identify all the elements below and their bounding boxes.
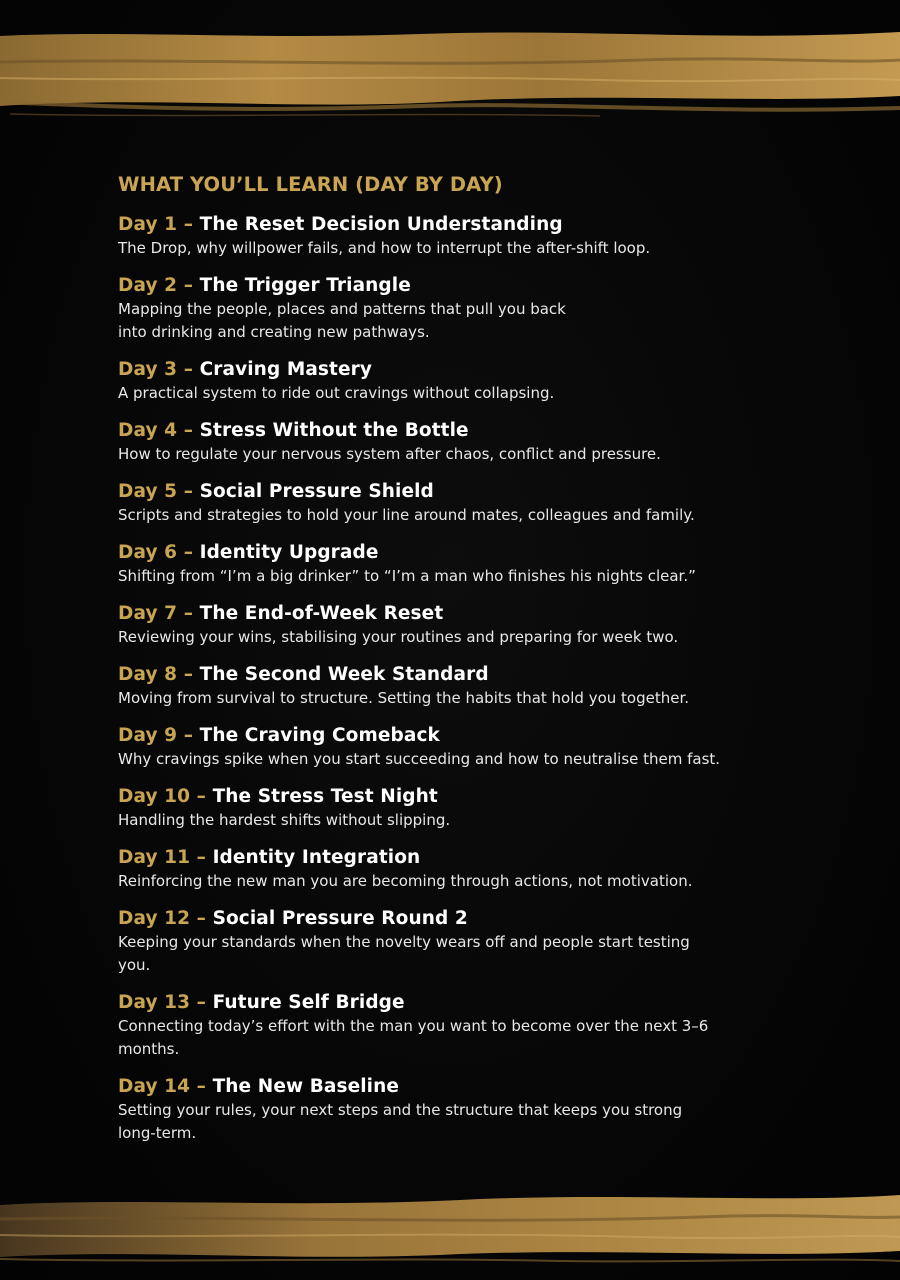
day-description-line: long-term. bbox=[118, 1124, 197, 1142]
day-number: Day 9 bbox=[118, 725, 178, 746]
day-item bbox=[118, 480, 808, 527]
day-separator: – bbox=[177, 725, 200, 746]
day-number: Day 13 bbox=[118, 992, 191, 1013]
day-number: Day 6 bbox=[118, 542, 178, 563]
day-list bbox=[118, 213, 808, 1145]
day-number: Day 2 bbox=[118, 275, 178, 296]
day-description-line: Moving from survival to structure. Setting the habits that hold you together. bbox=[118, 689, 690, 707]
day-separator: – bbox=[177, 359, 200, 380]
section-heading: WHAT YOU’LL LEARN (DAY BY DAY) bbox=[118, 173, 503, 196]
gold-brush-stroke-top bbox=[0, 22, 900, 118]
day-title bbox=[118, 358, 808, 382]
day-title-text: Identity Integration bbox=[212, 847, 421, 868]
day-title bbox=[118, 274, 808, 298]
day-title bbox=[118, 663, 808, 687]
day-description-line: How to regulate your nervous system after chaos, conflict and pressure. bbox=[118, 445, 661, 463]
day-item bbox=[118, 602, 808, 649]
day-separator: – bbox=[177, 481, 200, 502]
day-description-line: months. bbox=[118, 1040, 180, 1058]
day-separator: – bbox=[177, 664, 200, 685]
day-description-line: Shifting from “I’m a big drinker” to “I’m a man who finishes his nights clear.” bbox=[118, 567, 696, 585]
day-item bbox=[118, 724, 808, 771]
day-item bbox=[118, 274, 808, 344]
day-separator: – bbox=[190, 1076, 213, 1097]
day-separator: – bbox=[190, 992, 213, 1013]
day-title-text: The New Baseline bbox=[212, 1076, 400, 1097]
day-separator: – bbox=[177, 603, 200, 624]
day-title-text: Social Pressure Round 2 bbox=[212, 908, 468, 929]
day-title-text: Stress Without the Bottle bbox=[199, 420, 469, 441]
day-number: Day 8 bbox=[118, 664, 178, 685]
day-description-line: Connecting today’s effort with the man you want to become over the next 3–6 bbox=[118, 1017, 709, 1035]
day-separator: – bbox=[177, 214, 200, 235]
day-title-text: The Stress Test Night bbox=[212, 786, 438, 807]
day-separator: – bbox=[190, 786, 213, 807]
day-title bbox=[118, 846, 808, 870]
day-description-line: Scripts and strategies to hold your line around mates, colleagues and family. bbox=[118, 506, 695, 524]
day-separator: – bbox=[190, 908, 213, 929]
day-title-text: Future Self Bridge bbox=[212, 992, 405, 1013]
day-description-line: Keeping your standards when the novelty wears off and people start testing bbox=[118, 933, 690, 951]
gold-brush-stroke-bottom bbox=[0, 1185, 900, 1265]
day-title-text: The Trigger Triangle bbox=[199, 275, 411, 296]
learning-schedule bbox=[118, 171, 808, 1159]
day-description-line: A practical system to ride out cravings without collapsing. bbox=[118, 384, 555, 402]
day-item bbox=[118, 846, 808, 893]
day-title-text: Social Pressure Shield bbox=[199, 481, 434, 502]
day-item bbox=[118, 663, 808, 710]
day-title bbox=[118, 602, 808, 626]
day-title-text: The End-of-Week Reset bbox=[199, 603, 444, 624]
day-item bbox=[118, 785, 808, 832]
day-title bbox=[118, 419, 808, 443]
day-title bbox=[118, 541, 808, 565]
day-description-line: Reinforcing the new man you are becoming through actions, not motivation. bbox=[118, 872, 693, 890]
day-number: Day 3 bbox=[118, 359, 178, 380]
day-number: Day 12 bbox=[118, 908, 191, 929]
day-separator: – bbox=[177, 542, 200, 563]
day-number: Day 14 bbox=[118, 1076, 191, 1097]
day-number: Day 1 bbox=[118, 214, 178, 235]
day-title-text: The Second Week Standard bbox=[199, 664, 489, 685]
day-title bbox=[118, 480, 808, 504]
day-title bbox=[118, 991, 808, 1015]
day-title bbox=[118, 785, 808, 809]
day-number: Day 5 bbox=[118, 481, 178, 502]
day-separator: – bbox=[190, 847, 213, 868]
day-title-text: Identity Upgrade bbox=[199, 542, 379, 563]
day-title bbox=[118, 213, 808, 237]
day-title-text: The Reset Decision Understanding bbox=[199, 214, 563, 235]
day-title-text: Craving Mastery bbox=[199, 359, 373, 380]
day-title bbox=[118, 724, 808, 748]
day-separator: – bbox=[177, 420, 200, 441]
day-description-line: into drinking and creating new pathways. bbox=[118, 323, 430, 341]
day-separator: – bbox=[177, 275, 200, 296]
day-number: Day 7 bbox=[118, 603, 178, 624]
day-description-line: you. bbox=[118, 956, 151, 974]
day-item bbox=[118, 1075, 808, 1145]
day-number: Day 4 bbox=[118, 420, 178, 441]
day-description-line: Reviewing your wins, stabilising your routines and preparing for week two. bbox=[118, 628, 679, 646]
day-title bbox=[118, 907, 808, 931]
day-item bbox=[118, 991, 808, 1061]
day-title-text: The Craving Comeback bbox=[199, 725, 440, 746]
day-item bbox=[118, 419, 808, 466]
day-description-line: Handling the hardest shifts without slipping. bbox=[118, 811, 451, 829]
day-number: Day 11 bbox=[118, 847, 191, 868]
day-item bbox=[118, 358, 808, 405]
day-item bbox=[118, 541, 808, 588]
day-description-line: Setting your rules, your next steps and the structure that keeps you strong bbox=[118, 1101, 683, 1119]
day-title bbox=[118, 1075, 808, 1099]
day-item bbox=[118, 907, 808, 977]
day-description-line: Why cravings spike when you start succeeding and how to neutralise them fast. bbox=[118, 750, 721, 768]
day-item bbox=[118, 213, 808, 260]
day-number: Day 10 bbox=[118, 786, 191, 807]
day-description-line: Mapping the people, places and patterns that pull you back bbox=[118, 300, 566, 318]
day-description-line: The Drop, why willpower fails, and how to interrupt the after-shift loop. bbox=[118, 239, 651, 257]
